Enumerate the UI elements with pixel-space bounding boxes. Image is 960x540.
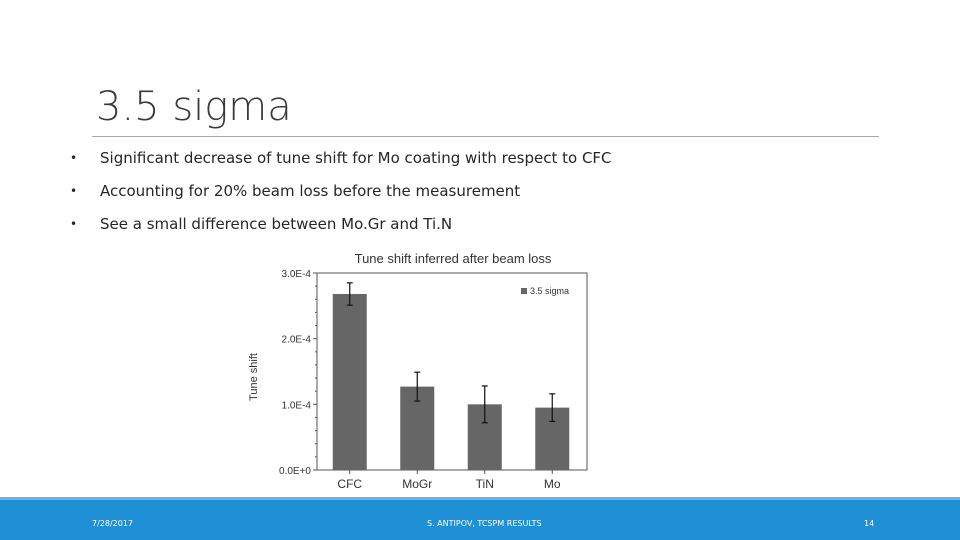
bullet-text: See a small difference between Mo.Gr and Ti.N (100, 215, 453, 233)
x-tick-label: MoGr (402, 477, 433, 491)
bar (333, 294, 367, 470)
bullet-dot: • (70, 217, 78, 231)
bullet-dot: • (70, 184, 78, 198)
bullet-text: Significant decrease of tune shift for Mo coating with respect to CFC (100, 149, 612, 167)
footer-author: S. ANTIPOV, TCSPM RESULTS (427, 519, 542, 528)
y-tick-label: 2.0E-4 (281, 334, 311, 346)
legend-swatch (521, 288, 527, 294)
footer-date: 7/28/2017 (92, 519, 134, 528)
slide-title: 3.5 sigma (96, 84, 292, 130)
y-axis-label: Tune shift (248, 353, 260, 401)
y-tick-label: 0.0E+0 (279, 466, 311, 477)
x-tick-label: TiN (475, 477, 494, 491)
x-tick-label: Mo (543, 477, 561, 491)
tune-shift-chart (240, 245, 592, 495)
footer-page-number: 14 (864, 519, 875, 528)
bullet-dot: • (70, 151, 78, 165)
y-tick-label: 1.0E-4 (281, 400, 311, 412)
bullet-item (70, 212, 612, 245)
bullet-list (70, 146, 612, 245)
bullet-item (70, 146, 612, 179)
chart-title: Tune shift inferred after beam loss (354, 251, 552, 266)
y-tick-label: 3.0E-4 (281, 269, 311, 280)
title-divider (92, 136, 879, 137)
bullet-text: Accounting for 20% beam loss before the measurement (100, 182, 521, 200)
x-tick-label: CFC (337, 477, 363, 491)
bullet-item (70, 179, 612, 212)
legend-label: 3.5 sigma (530, 286, 570, 296)
